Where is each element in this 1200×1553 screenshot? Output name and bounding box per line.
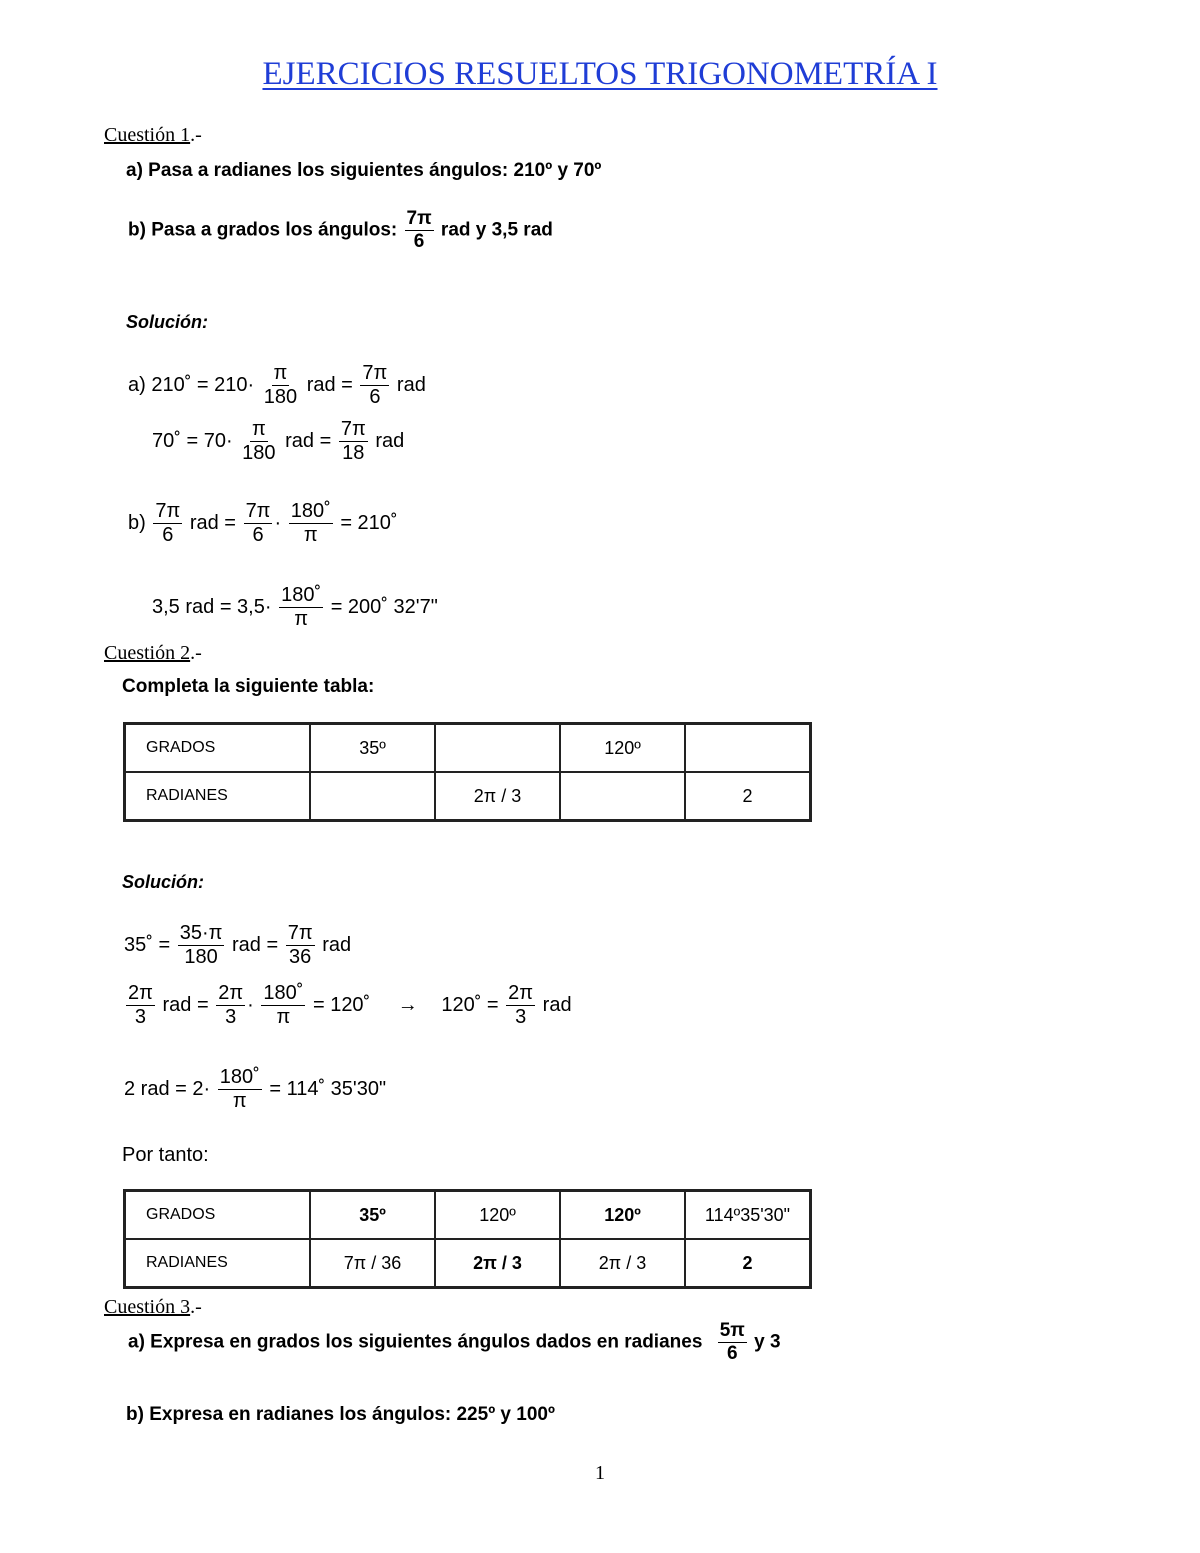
q1b-text: b) Pasa a grados los ángulos: [128,219,398,241]
q1-solution-line-4 [152,584,438,631]
q2s2-frac-4 [506,982,535,1029]
q2s2-f2n: 2π [218,982,244,1004]
q2s2-dot: · [247,993,254,1016]
q1s1-f1n: π [273,362,288,384]
question-1-suffix: .- [190,124,202,146]
q3a-text: a) Expresa en grados los siguientes ángulos dados en radianes [128,1331,703,1353]
table-cell: 120º [435,1191,560,1240]
table-cell: 120º [560,724,685,773]
q2s3-frac [218,1066,262,1113]
q2s1-lhs: 35˚ = [124,933,171,956]
q1b-post: rad y 3,5 rad [440,219,553,241]
q1s2-f2d: 18 [342,442,365,464]
q1s3-rhs: = 210˚ [340,511,398,534]
table-cell [310,772,435,821]
question-1-label: Cuestión 1 [104,124,191,146]
q2s2-res: = 120˚ [312,993,371,1016]
q1s4-lhs: 3,5 rad = 3,5· [152,595,272,618]
q1s1-lhs: a) 210˚ = 210· [128,373,255,396]
table-cell: 35º [310,724,435,773]
implies-arrow-icon: → [397,993,418,1016]
q2-solution-line-1 [124,922,351,969]
q2s2-f1d: 3 [134,1006,147,1028]
q2s2-f3n: 180˚ [263,982,304,1004]
q2s2-rhs: rad [542,993,572,1016]
q1s4-fd: π [294,608,309,630]
table-row [125,772,811,821]
q1b-fraction [405,208,434,253]
table-cell: GRADOS [125,724,311,773]
q2s2-lhs2: 120˚ = [441,993,499,1016]
q2s2-frac-2 [216,982,245,1029]
table-cell: 2 [685,1239,811,1288]
q2s1-mid: rad = [232,933,279,956]
table-cell: RADIANES [125,1239,311,1288]
q2s2-f3d: π [276,1006,291,1028]
question-2-suffix: .- [190,642,202,664]
question-2-heading [104,642,202,665]
table-row [125,724,811,773]
q1s1-mid: rad = [306,373,353,396]
q1s3-f1n: 7π [155,500,181,522]
q2s1-f1d: 180 [184,946,218,968]
q1s3-frac-1 [153,500,182,547]
q1s2-f1d: 180 [242,442,276,464]
q1s3-f1d: 6 [162,524,174,546]
q2s3-fn: 180˚ [219,1066,260,1088]
q1-solution-line-1 [128,362,426,409]
q1-solution-line-2 [152,418,404,465]
q1s4-frac [279,584,323,631]
table-cell: 120º [560,1191,685,1240]
table-cell: 2π / 3 [435,1239,560,1288]
q1s3-f3n: 180˚ [290,500,331,522]
q2s2-f2d: 3 [225,1006,237,1028]
q3a-post: y 3 [754,1331,781,1353]
q1s3-f2n: 7π [245,500,271,522]
q1s1-rhs: rad [396,373,426,396]
q1-solution-label: Solución: [126,312,208,332]
q3a-num: 5π [719,1320,745,1341]
q1s1-frac-1 [262,362,299,409]
q2s2-mid: rad = [162,993,209,1016]
q1s4-fn: 180˚ [281,584,322,606]
table-cell: GRADOS [125,1191,311,1240]
q1s2-rhs: rad [375,429,405,452]
q2-solution-line-2 [124,982,572,1029]
table-cell [560,772,685,821]
q2s3-rhs: = 114˚ 35'30" [269,1077,387,1100]
q2s1-rhs: rad [322,933,352,956]
q1s3-pre: b) [128,511,146,534]
page-number: 1 [595,1462,605,1484]
q1s2-frac-2 [339,418,368,465]
incomplete-table [123,722,812,822]
q2s1-f1n: 35·π [179,922,223,944]
q1s2-frac-1 [240,418,277,465]
q2s3-fd: π [232,1090,247,1112]
q2-solution-line-3 [124,1066,386,1113]
q1-solution-line-3 [128,500,398,547]
table-cell: 2π / 3 [435,772,560,821]
q2s2-frac-1 [126,982,155,1029]
table-cell: 7π / 36 [310,1239,435,1288]
question-3-label: Cuestión 3 [104,1296,191,1318]
q2s1-f2n: 7π [287,922,313,944]
table-cell [685,724,811,773]
q2s2-f1n: 2π [128,982,153,1004]
q1s3-dot: · [274,511,282,534]
question-2-label: Cuestión 2 [104,642,191,664]
q1s1-f2n: 7π [362,362,388,384]
q3a-fraction [718,1320,747,1365]
table-row [125,1239,811,1288]
question-1-heading [104,124,202,147]
table-cell: 35º [310,1191,435,1240]
q2s2-frac-3 [261,982,305,1029]
q1s3-frac-2 [244,500,273,547]
q3a-den: 6 [726,1342,738,1364]
table-cell [435,724,560,773]
q1s3-frac-3 [289,500,333,547]
q1s1-f2d: 6 [369,386,381,408]
q1s3-f3d: π [303,524,318,546]
question-3-heading [104,1296,202,1319]
por-tanto-label: Por tanto: [122,1144,209,1166]
table-cell: 114º35'30" [685,1191,811,1240]
question-3-part-b: b) Expresa en radianes los ángulos: 225º y 100º [126,1404,555,1425]
table-cell: 2 [685,772,811,821]
q2s1-f2d: 36 [289,946,312,968]
q1s2-mid: rad = [285,429,332,452]
q2s1-frac-1 [178,922,225,969]
completed-table [123,1189,812,1289]
question-1-part-a: a) Pasa a radianes los siguientes ángulos: 210º y 70º [126,160,602,181]
table-row [125,1191,811,1240]
question-3-part-a [128,1320,781,1365]
q1b-den: 6 [413,230,425,252]
q1s2-lhs: 70˚ = 70· [152,429,233,452]
table-cell: RADIANES [125,772,311,821]
q2s1-frac-2 [286,922,315,969]
q1s3-f2d: 6 [252,524,264,546]
q1s3-mid: rad = [189,511,236,534]
q1s4-rhs: = 200˚ 32'7" [330,595,438,618]
question-2-prompt: Completa la siguiente tabla: [122,676,375,697]
question-3-suffix: .- [190,1296,202,1318]
q2s2-f4n: 2π [508,982,534,1004]
q1s2-f2n: 7π [340,418,366,440]
q1s1-frac-2 [360,362,389,409]
question-1-part-b [128,208,553,253]
q2s3-lhs: 2 rad = 2· [124,1077,211,1100]
table-cell: 2π / 3 [560,1239,685,1288]
q1s1-f1d: 180 [263,386,298,408]
document-title: EJERCICIOS RESUELTOS TRIGONOMETRÍA I [262,56,938,92]
q2s2-f4d: 3 [515,1006,527,1028]
q1b-num: 7π [406,208,432,229]
q1s2-f1n: π [251,418,266,440]
q2-solution-label: Solución: [122,872,204,892]
